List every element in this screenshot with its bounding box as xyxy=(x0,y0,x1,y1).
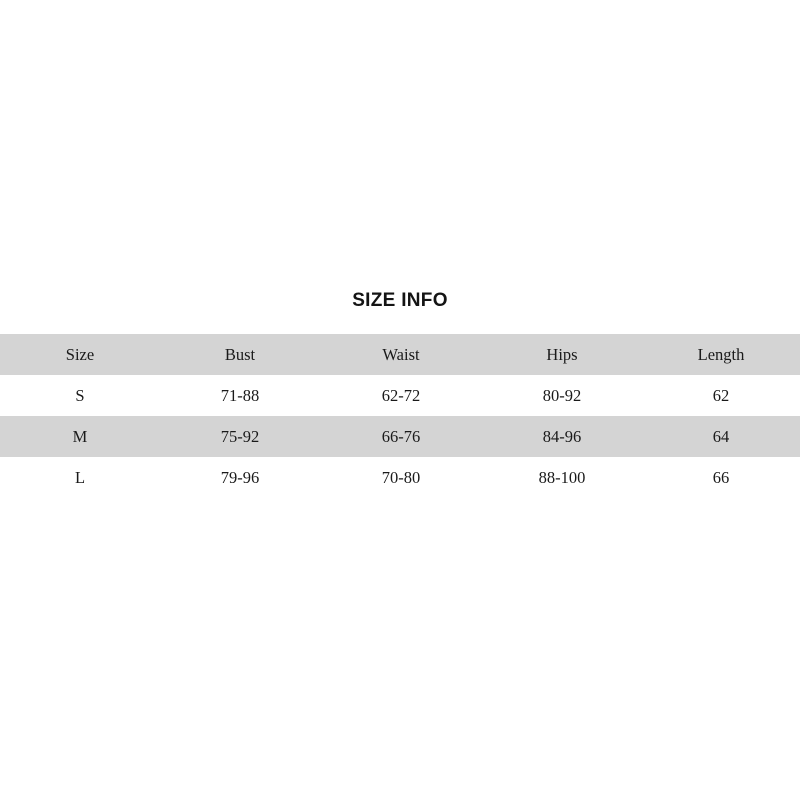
cell-bust: 75-92 xyxy=(160,416,320,457)
cell-waist: 66-76 xyxy=(320,416,482,457)
table-row xyxy=(0,375,800,416)
cell-hips: 84-96 xyxy=(482,416,642,457)
table-row xyxy=(0,457,800,498)
table-row xyxy=(0,416,800,457)
cell-size: L xyxy=(0,457,160,498)
cell-waist: 70-80 xyxy=(320,457,482,498)
column-header-hips: Hips xyxy=(482,334,642,375)
page-title: SIZE INFO xyxy=(352,290,448,311)
cell-hips: 88-100 xyxy=(482,457,642,498)
cell-length: 66 xyxy=(642,457,800,498)
column-header-waist: Waist xyxy=(320,334,482,375)
size-info-table xyxy=(0,334,800,498)
cell-length: 62 xyxy=(642,375,800,416)
table-header-row xyxy=(0,334,800,375)
cell-size: M xyxy=(0,416,160,457)
cell-bust: 71-88 xyxy=(160,375,320,416)
cell-bust: 79-96 xyxy=(160,457,320,498)
cell-length: 64 xyxy=(642,416,800,457)
size-info-section xyxy=(0,290,800,498)
column-header-bust: Bust xyxy=(160,334,320,375)
cell-waist: 62-72 xyxy=(320,375,482,416)
cell-hips: 80-92 xyxy=(482,375,642,416)
cell-size: S xyxy=(0,375,160,416)
column-header-size: Size xyxy=(0,334,160,375)
column-header-length: Length xyxy=(642,334,800,375)
